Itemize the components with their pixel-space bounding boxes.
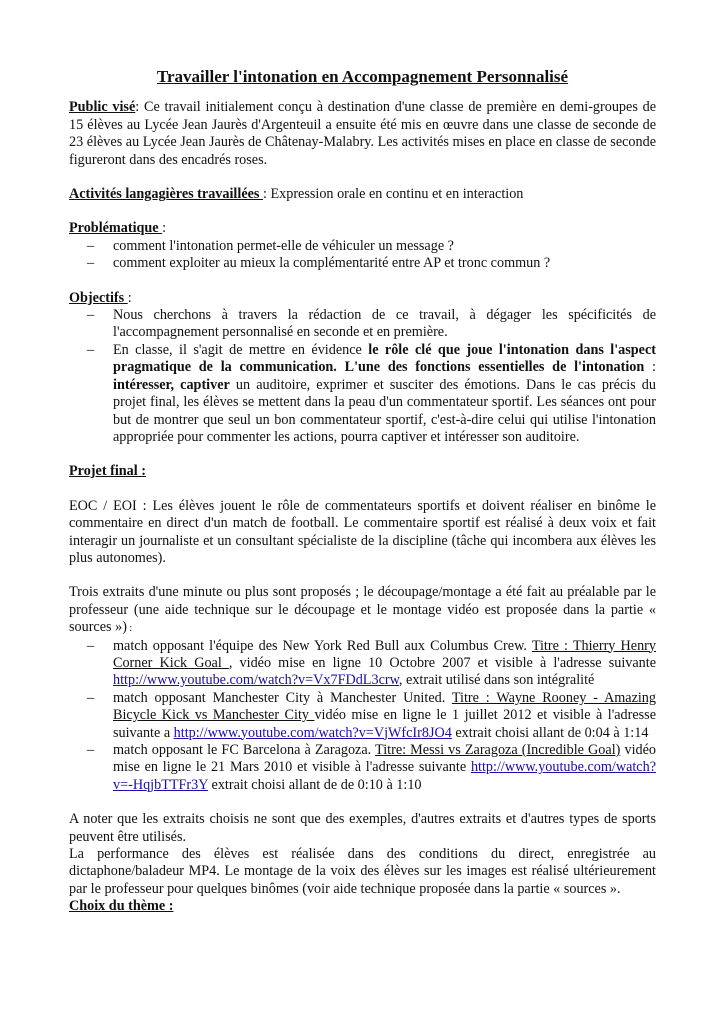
text: , extrait utilisé dans son intégralité: [398, 672, 595, 689]
text: extrait choisi allant de 0:04 à 1:14: [451, 724, 649, 741]
text: , vidéo mise en ligne 10 Octobre 2007 et visible à l'adresse suivante: [228, 654, 656, 671]
text: :: [644, 359, 656, 376]
video-link[interactable]: http://www.youtube.com/watch?v=Vx7FDdL3crw: [113, 672, 399, 689]
bold-text: intéresser, captiver: [113, 376, 230, 393]
projet-paragraph-3: A noter que les extraits choisis ne sont que des exemples, d'autres extraits et d'autres types de sports peuvent être utilisés.: [69, 811, 656, 845]
video-title: Titre : Thierry Henry Corner Kick Goal: [113, 637, 656, 671]
text: match opposant le FC Barcelona à Zaragoza.: [113, 742, 376, 758]
text: un auditoire, exprimer et susciter des émotions. Dans le cas précis du projet final, les élèves se mettent dans la peau d'un commentateur sportif. Les séances ont pour but de montrer que seul un bon commentateur sportif, c'est-à-dire celui qui utilise l'intonation appropriée pour commenter les actions, pourra captiver et intéresser son auditoire.: [113, 376, 656, 445]
projet-heading-line: [69, 463, 656, 480]
video-title: Titre : Wayne Rooney - Amazing Bicycle Kick vs Manchester City: [113, 689, 656, 724]
colon: :: [162, 220, 167, 237]
problematique-heading: Problématique: [69, 220, 163, 237]
text: match opposant Manchester City à Manchester United.: [113, 689, 452, 706]
choix-heading-line: [69, 898, 656, 915]
objectifs-heading: Objectifs: [69, 289, 128, 306]
public-text: : Ce travail initialement conçu à destination d'une classe de première en demi-groupes de 15 élèves au Lycée Jean Jaurès d'Argenteuil a ensuite été mis en œuvre dans une classe de seconde de 23 élèves au Lycée Jean Jaurès de Châtenay-Malabry. Les activités mises en place en classe de seconde figureront dans des encadrés roses.: [69, 99, 657, 168]
public-heading: Public visé: [69, 99, 136, 116]
projet-heading: Projet final :: [69, 463, 146, 480]
text: :: [126, 623, 133, 635]
video-link[interactable]: http://www.youtube.com/watch?v=VjWfcIr8JO4: [173, 724, 452, 741]
activites-heading: Activités langagières travaillées: [69, 186, 263, 203]
text: extrait choisi allant de de 0:10 à 1:10: [207, 776, 422, 793]
projet-paragraph-1: EOC / EOI : Les élèves jouent le rôle de commentateurs sportifs et doivent réaliser en binôme le commentaire en direct d'un match de football. Le commentaire sportif est réalisé à deux voix et fait interagir un journaliste et un consultant spécialiste de la discipline (tâche qui incombera aux élèves les plus autonomes).: [69, 497, 656, 566]
text: En classe, il s'agit de mettre en évidence: [113, 341, 369, 358]
activites-paragraph: [69, 186, 656, 203]
video-link[interactable]: http://www.youtube.com/watch?v=-HqjbTTFr3Y: [113, 759, 656, 793]
colon: :: [127, 289, 132, 306]
text: vidéo mise en ligne le 1 juillet 2012 et visible à l'adresse suivante a: [113, 707, 657, 741]
bold-text: le rôle clé que joue l'intonation dans l'aspect pragmatique de la communication. L'une des fonctions essentielles de l'intonation: [113, 341, 656, 376]
public-paragraph: [69, 99, 656, 169]
objectifs-heading-line: [69, 290, 656, 307]
list-item: [113, 342, 656, 446]
text: match opposant l'équipe des New York Red Bull aux Columbus Crew.: [113, 637, 532, 654]
document-page: [69, 64, 656, 916]
list-item: [113, 690, 656, 742]
activites-text: : Expression orale en continu et en interaction: [262, 186, 524, 203]
projet-paragraph-4: La performance des élèves est réalisée dans des conditions du direct, enregistrée au dictaphone/baladeur MP4. Le montage de la voix des élèves sur les images est réalisé ultérieurement par le professeur pour quelques binômes (voir aide technique proposée dans la partie « sources ».: [69, 846, 656, 897]
text: Trois extraits d'une minute ou plus sont proposés ; le découpage/montage a été fait au préalable par le professeur (une aide technique sur le découpage et le montage vidéo est proposée dans la partie « sources »): [69, 584, 656, 636]
list-item: – comment exploiter au mieux la complémentarité entre AP et tronc commun ?: [113, 255, 656, 272]
video-title: Titre: Messi vs Zaragoza (Incredible Goal): [375, 742, 621, 758]
projet-paragraph-2: [69, 584, 656, 637]
document-title: Travailler l'intonation en Accompagnement Personnalisé: [156, 67, 569, 86]
list-item: [113, 742, 656, 794]
list-item: – comment l'intonation permet-elle de véhiculer un message ?: [113, 238, 656, 255]
list-item: – Nous cherchons à travers la rédaction de ce travail, à dégager les spécificités de l'accompagnement personnalisé en seconde et en première.: [113, 307, 656, 342]
objectifs-list: [69, 307, 656, 446]
extracts-list: [69, 638, 656, 795]
problematique-heading-line: [69, 220, 656, 237]
list-item: [113, 638, 656, 690]
choix-heading: Choix du thème :: [69, 898, 174, 915]
text: vidéo mise en ligne le 21 Mars 2010 et visible à l'adresse suivante: [113, 742, 656, 776]
problematique-list: [69, 238, 656, 273]
